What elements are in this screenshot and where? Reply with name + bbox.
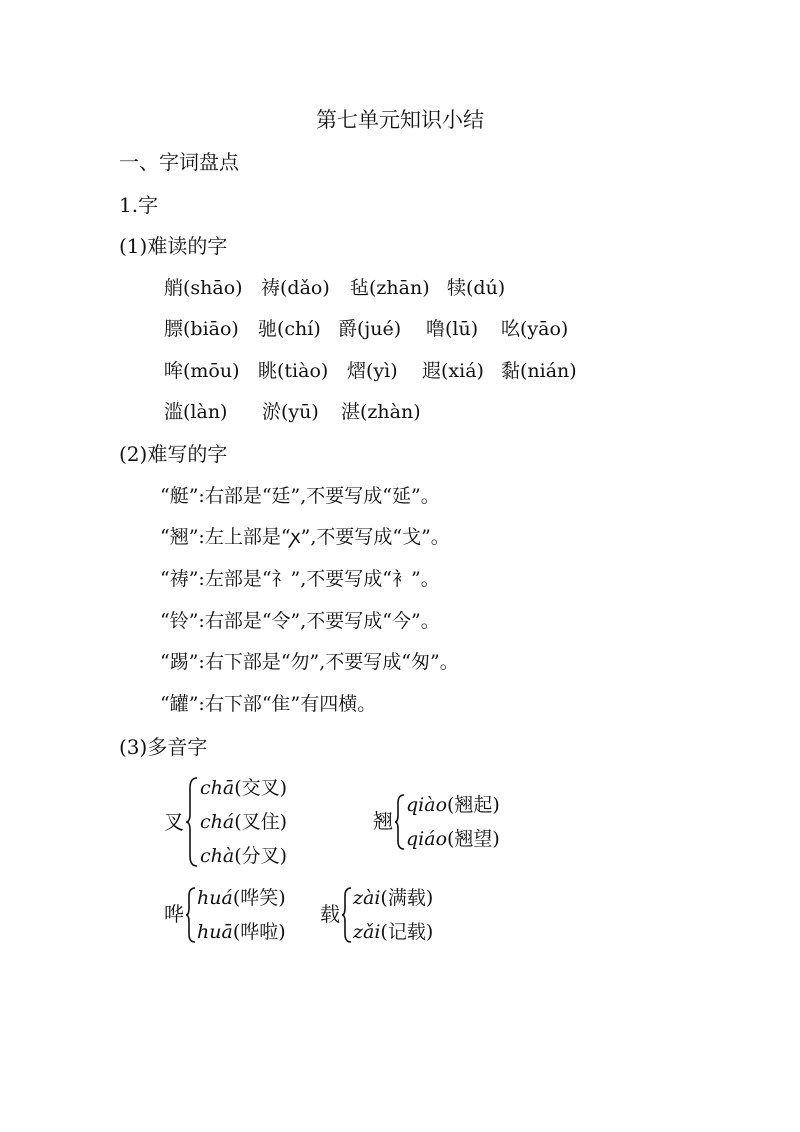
reading-item: 膘(biāo)	[164, 318, 239, 340]
polyphone-option	[353, 918, 433, 946]
polyphone-char: 叉	[164, 810, 184, 834]
example-word: (记载)	[380, 921, 434, 943]
pinyin: huā	[197, 921, 233, 943]
pinyin: huá	[197, 887, 233, 909]
polyphone-option	[353, 884, 433, 912]
polyphone-group-qiao	[371, 789, 521, 857]
polyphone-option	[200, 808, 287, 836]
polyphone-option	[200, 842, 287, 870]
page-title: 第七单元知识小结	[316, 108, 484, 132]
brace-icon	[185, 886, 197, 944]
polyphone-char: 哗	[164, 902, 184, 926]
reading-item: 毡(zhān)	[350, 277, 430, 299]
polyphone-option	[197, 918, 286, 946]
writing-note: “艇”:右部是“廷”,不要写成“延”。	[160, 485, 440, 507]
writing-note: “踢”:右下部是“勿”,不要写成“匆”。	[160, 651, 459, 673]
brace-icon	[394, 793, 406, 851]
pinyin: qiáo	[406, 828, 448, 850]
writing-note: “翘”:左上部是“ꭗ”,不要写成“戈”。	[160, 526, 450, 548]
reading-item: 哞(mōu)	[164, 360, 240, 382]
pinyin: chá	[200, 811, 235, 833]
reading-item: 遐(xiá)	[422, 360, 484, 382]
reading-item: 艄(shāo)	[164, 277, 243, 299]
reading-item: 驰(chí)	[258, 318, 321, 340]
part-heading-polyphonic: (3)多音字	[119, 735, 208, 759]
polyphone-option	[197, 884, 286, 912]
part-heading-hard-to-read: (1)难读的字	[119, 234, 228, 258]
reading-item: 吆(yāo)	[501, 318, 569, 340]
brace-icon	[185, 776, 199, 868]
polyphone-char: 载	[320, 902, 340, 926]
polyphone-char: 翘	[373, 809, 393, 833]
example-word: (交叉)	[234, 777, 288, 799]
reading-item: 黏(nián)	[501, 360, 577, 382]
reading-item: 祷(dǎo)	[261, 277, 330, 299]
reading-item: 爵(jué)	[338, 318, 402, 340]
example-word: (哗笑)	[232, 887, 286, 909]
pinyin: chā	[200, 777, 235, 799]
pinyin: zǎi	[353, 921, 381, 943]
example-word: (叉住)	[234, 811, 288, 833]
section-heading: 一、字词盘点	[119, 150, 239, 174]
pinyin: zài	[353, 887, 381, 909]
subsection-heading: 1.字	[119, 193, 159, 217]
writing-note: “祷”:左部是“礻”,不要写成“衤”。	[160, 568, 440, 590]
polyphone-group-cha	[160, 772, 300, 872]
pinyin: chà	[200, 845, 235, 867]
pinyin: qiào	[406, 794, 448, 816]
polyphone-option	[200, 774, 287, 802]
writing-note: “铃”:右部是“令”,不要写成“今”。	[160, 610, 440, 632]
reading-item: 眺(tiào)	[258, 360, 329, 382]
polyphone-group-zai	[318, 882, 458, 950]
example-word: (翘望)	[447, 828, 500, 850]
example-word: (哗啦)	[232, 921, 286, 943]
polyphone-group-hua	[160, 882, 300, 950]
polyphone-option	[406, 791, 500, 819]
reading-item: 淤(yū)	[262, 401, 319, 423]
reading-item: 滥(làn)	[164, 401, 228, 423]
reading-item: 噜(lū)	[426, 318, 479, 340]
brace-icon	[341, 886, 353, 944]
polyphone-option	[406, 825, 500, 853]
part-heading-hard-to-write: (2)难写的字	[119, 442, 228, 466]
reading-item: 湛(zhàn)	[341, 401, 421, 423]
reading-item: 熠(yì)	[347, 360, 398, 382]
example-word: (分叉)	[234, 845, 288, 867]
reading-item: 犊(dú)	[447, 277, 506, 299]
example-word: (翘起)	[447, 794, 500, 816]
writing-note: “罐”:右下部“隹”有四横。	[160, 693, 377, 715]
example-word: (满载)	[380, 887, 434, 909]
